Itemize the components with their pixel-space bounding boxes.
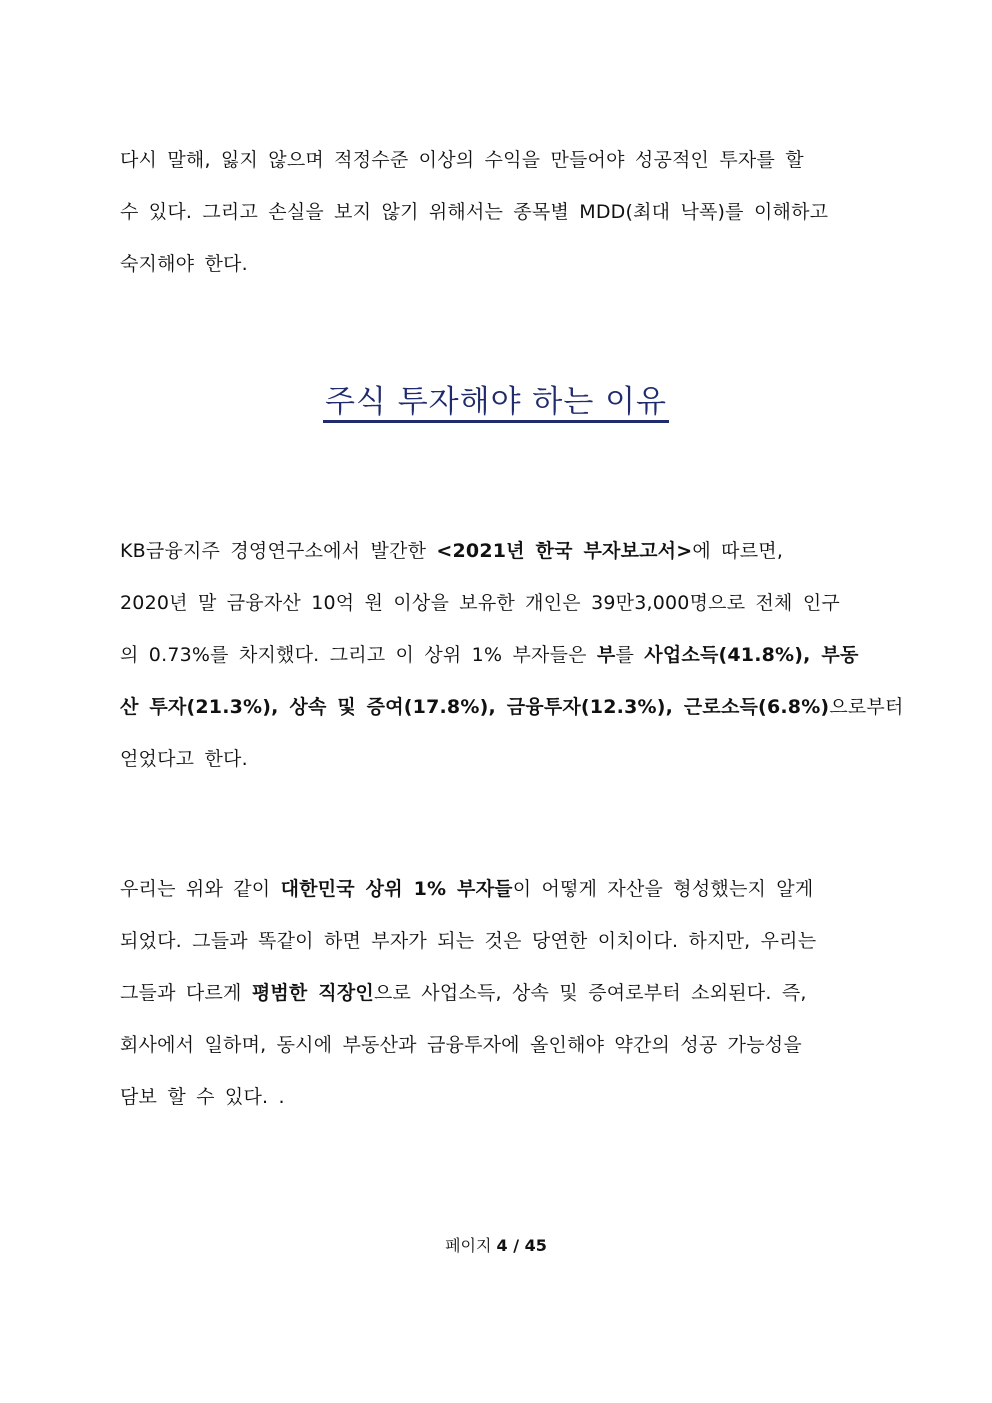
text-run: 에 따르면, bbox=[692, 540, 784, 562]
emphasis-text: 평범한 직장인 bbox=[251, 982, 374, 1004]
text-run: 으로 사업소득, 상속 및 증여로부터 소외된다. 즉, bbox=[373, 982, 807, 1004]
paragraph-line bbox=[120, 863, 872, 915]
intro-paragraph bbox=[120, 134, 872, 290]
text-run: 이 어떻게 자산을 형성했는지 알게 bbox=[512, 878, 814, 900]
text-run: 를 bbox=[615, 644, 645, 666]
section-heading-text: 주식 투자해야 하는 이유 bbox=[323, 384, 669, 423]
page-separator: / bbox=[507, 1236, 525, 1255]
emphasis-text: 대한민국 상위 1% 부자들 bbox=[280, 878, 513, 900]
paragraph-line: 2020년 말 금융자산 10억 원 이상을 보유한 개인은 39만3,000명으로 전체 인구 bbox=[120, 592, 840, 614]
paragraph-line: 수 있다. 그리고 손실을 보지 않기 위해서는 종목별 MDD(최대 낙폭)를 이해하고 bbox=[120, 201, 829, 223]
section-heading bbox=[0, 376, 992, 428]
paragraph-line bbox=[120, 525, 872, 577]
paragraph-line: 회사에서 일하며, 동시에 부동산과 금융투자에 올인해야 약간의 성공 가능성을 bbox=[120, 1034, 802, 1056]
page-label: 페이지 bbox=[445, 1236, 497, 1255]
report-title: <2021년 한국 부자보고서> bbox=[436, 540, 693, 562]
text-run: 으로부터 bbox=[829, 696, 904, 718]
paragraph-line: 숙지해야 한다. bbox=[120, 253, 248, 275]
emphasis-text: 부 bbox=[596, 644, 616, 666]
current-page: 4 bbox=[496, 1236, 508, 1255]
text-run: KB금융지주 경영연구소에서 발간한 bbox=[120, 540, 437, 562]
paragraph-line: 다시 말해, 잃지 않으며 적정수준 이상의 수익을 만들어야 성공적인 투자를 할 bbox=[120, 149, 804, 171]
paragraph-line bbox=[120, 681, 904, 733]
total-pages: 45 bbox=[524, 1236, 547, 1255]
emphasis-text: 산 투자(21.3%), 상속 및 증여(17.8%), 금융투자(12.3%), 근로소득(6.8%) bbox=[120, 696, 830, 718]
text-run: 우리는 위와 같이 bbox=[120, 878, 281, 900]
conclusion-paragraph bbox=[120, 863, 872, 1123]
emphasis-text: 사업소득(41.8%), 부동 bbox=[644, 644, 859, 666]
paragraph-line: 얻었다고 한다. bbox=[120, 748, 248, 770]
text-run: 의 0.73%를 차지했다. 그리고 이 상위 1% 부자들은 bbox=[120, 644, 597, 666]
paragraph-line bbox=[120, 967, 872, 1019]
paragraph-line: 담보 할 수 있다. . bbox=[120, 1086, 285, 1108]
text-run: 그들과 다르게 bbox=[120, 982, 252, 1004]
page-number bbox=[0, 1234, 992, 1258]
paragraph-line bbox=[120, 629, 872, 681]
wealth-report-paragraph bbox=[120, 525, 904, 785]
paragraph-line: 되었다. 그들과 똑같이 하면 부자가 되는 것은 당연한 이치이다. 하지만, 우리는 bbox=[120, 930, 817, 952]
